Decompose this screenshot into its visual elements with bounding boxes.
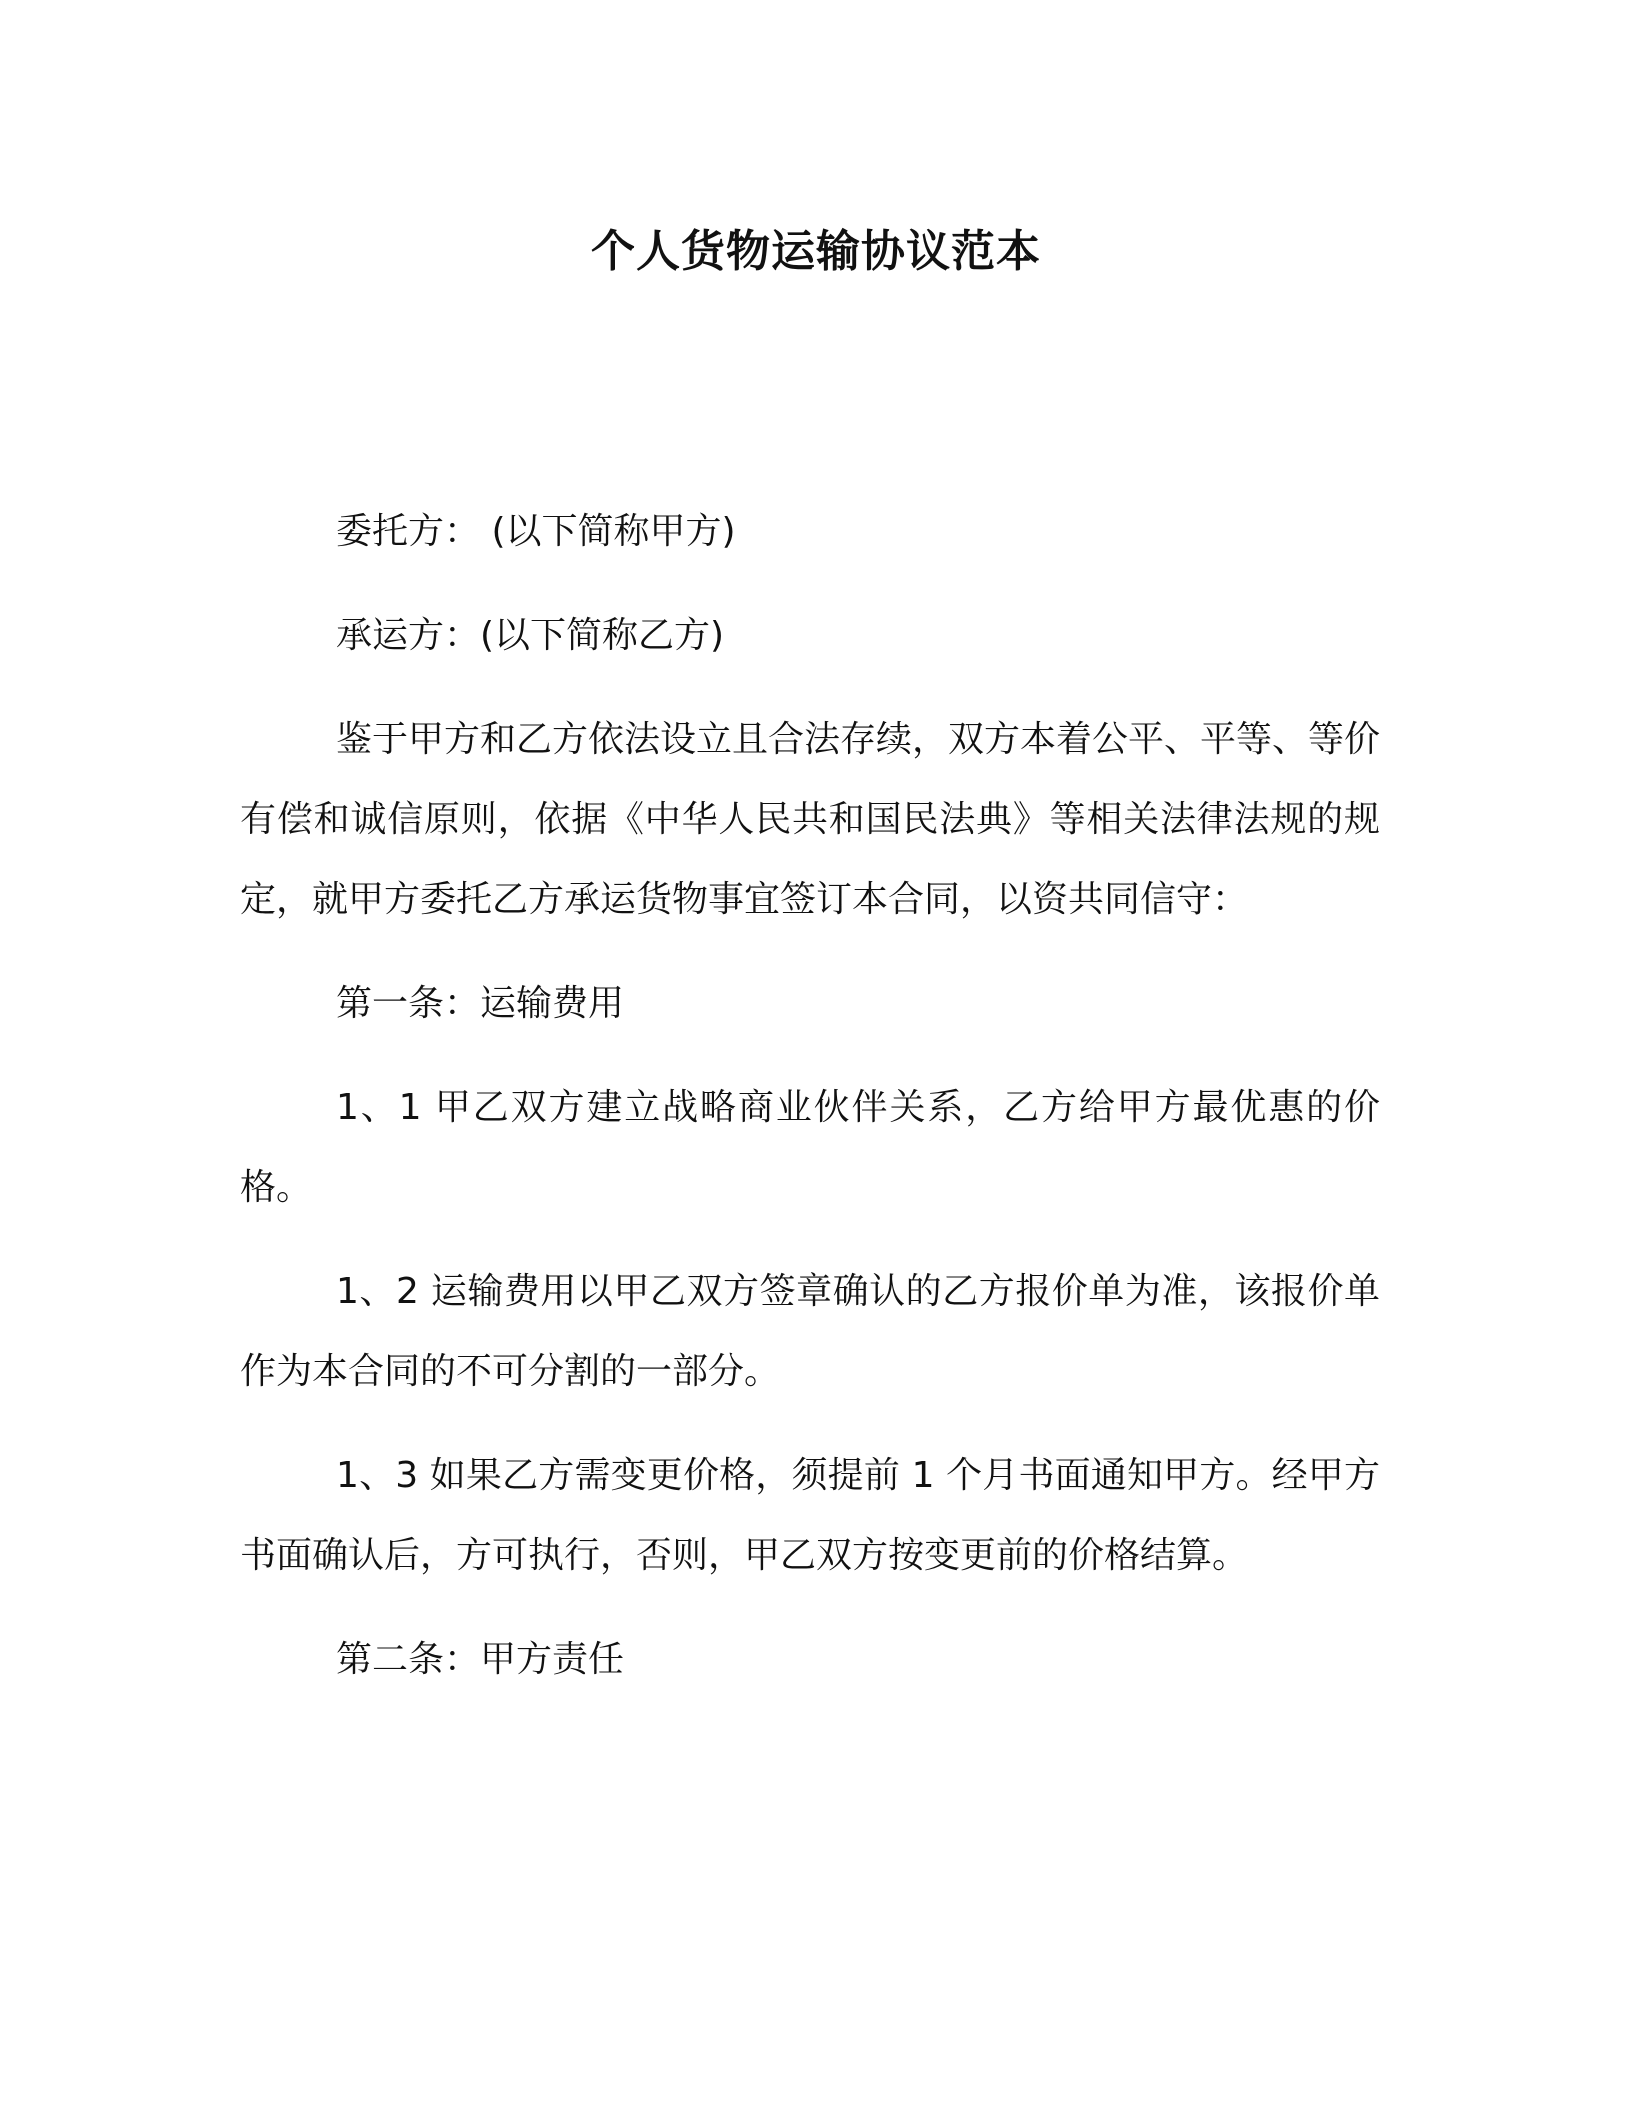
preamble-paragraph: 鉴于甲方和乙方依法设立且合法存续，双方本着公平、平等、等价有偿和诚信原则，依据《中华人民共和国民法典》等相关法律法规的规定，就甲方委托乙方承运货物事宜签订本合同，以资共同信守：	[240, 719, 1381, 920]
clause-1-3: 1、3 如果乙方需变更价格，须提前 1 个月书面通知甲方。经甲方书面确认后，方可执行，否则，甲乙双方按变更前的价格结算。	[240, 1455, 1380, 1576]
article-1-heading: 第一条：运输费用	[336, 983, 625, 1024]
document-title: 个人货物运输协议范本	[591, 226, 1041, 277]
party-b-line: 承运方：(以下简称乙方)	[336, 615, 725, 656]
document-body	[240, 492, 1380, 1724]
clause-1-2: 1、2 运输费用以甲乙双方签章确认的乙方报价单为准，该报价单作为本合同的不可分割的一部分。	[240, 1271, 1380, 1392]
clause-1-1: 1、1 甲乙双方建立战略商业伙伴关系，乙方给甲方最优惠的价格。	[240, 1087, 1380, 1208]
party-a-line: 委托方： (以下简称甲方)	[336, 511, 736, 552]
article-2-heading: 第二条：甲方责任	[336, 1639, 625, 1680]
